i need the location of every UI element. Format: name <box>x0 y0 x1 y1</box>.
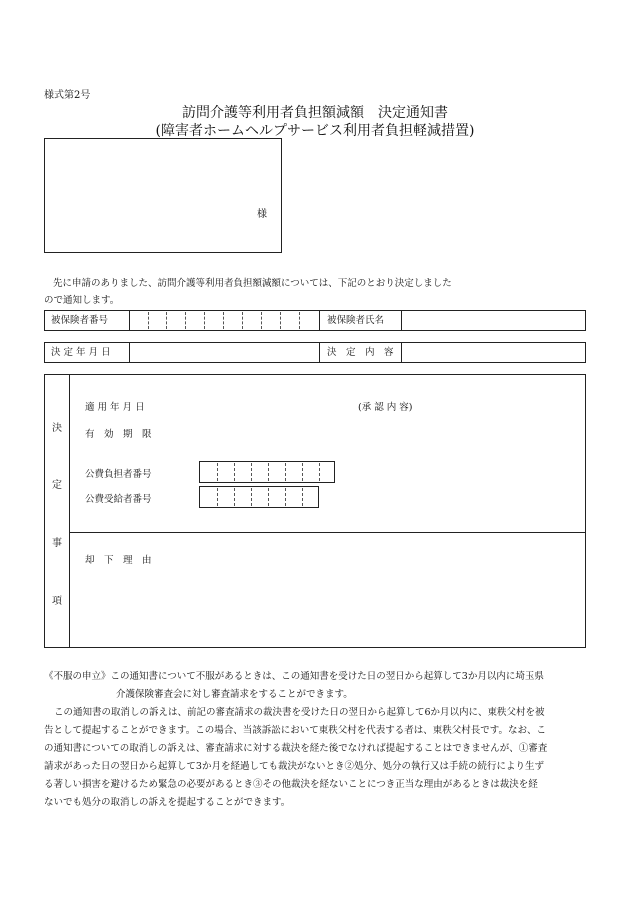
lawsuit-text-line-6: ないでも処分の取消しの訴えを提起することができます。 <box>44 797 291 808</box>
insured-info-row <box>44 310 586 331</box>
insured-number-field[interactable] <box>130 311 303 330</box>
insured-number-label: 被保険者番号 <box>51 315 109 326</box>
lawsuit-text-line-2: 告として提起することができます。この場合、当該訴訟において東秩父村を代表する者は、東秩父村長です。なお、こ <box>44 725 546 736</box>
legal-notes <box>44 668 588 812</box>
lawsuit-text-line-1: この通知書の取消しの訴えは、前記の審査請求の裁決書を受けた日の翌日から起算して6か月以内に、東秩父村を被 <box>54 707 545 718</box>
validity-period-label: 有 効 期 限 <box>85 429 152 440</box>
side-char-1: 決 <box>52 423 62 434</box>
lawsuit-text-line-4: 請求があった日の翌日から起算して3か月を経過しても裁決がないとき②処分、処分の執行又は手続の続行により生ず <box>44 761 544 772</box>
decision-content-label: 決 定 内 容 <box>327 347 394 358</box>
public-recipient-number-label: 公費受給者番号 <box>85 494 152 505</box>
public-payer-number-label: 公費負担者番号 <box>85 469 152 480</box>
approval-content-label: (承 認 内 容) <box>358 402 413 413</box>
apply-date-label: 適 用 年 月 日 <box>85 402 145 413</box>
insured-name-field[interactable] <box>402 311 585 330</box>
side-char-3: 事 <box>52 538 62 549</box>
public-recipient-number-field[interactable] <box>199 486 319 508</box>
public-payer-number-field[interactable] <box>199 461 335 483</box>
decision-date-label: 決 定 年 月 日 <box>51 347 111 358</box>
honorific-label: 様 <box>257 209 267 220</box>
rejection-reason-label: 却 下 理 由 <box>85 555 152 566</box>
side-char-4: 項 <box>52 596 62 607</box>
intro-line-1: 先に申請のありました、訪問介護等利用者負担額減額については、下記のとおり決定しました <box>53 278 452 289</box>
decision-info-row <box>44 342 586 363</box>
lawsuit-text-line-3: の通知書についての取消しの訴えは、審査請求に対する裁決を経た後でなければ提起することはできませんが、①審査 <box>44 743 548 754</box>
objection-text-line-2: 介護保険審査会に対し審査請求をすることができます。 <box>116 689 353 700</box>
intro-line-2: ので通知します。 <box>44 295 120 306</box>
document-subtitle: (障害者ホームヘルプサービス利用者負担軽減措置) <box>155 123 475 139</box>
insured-name-label: 被保険者氏名 <box>327 315 385 326</box>
document-title: 訪問介護等利用者負担額減額 決定通知書 <box>182 105 448 121</box>
recipient-address-box[interactable] <box>44 138 282 253</box>
rejection-reason-field[interactable] <box>70 533 585 647</box>
decision-content-field[interactable] <box>402 343 585 362</box>
objection-text-line-1: 《不服の申立》この通知書について不服があるときは、この通知書を受けた日の翌日から起算して3か月以内に埼玉県 <box>44 671 544 682</box>
decision-matters-box <box>44 374 586 648</box>
decision-date-field[interactable] <box>130 343 319 362</box>
lawsuit-text-line-5: る著しい損害を避けるため緊急の必要があるとき③その他裁決を経ないことにつき正当な理由があるときは裁決を経 <box>44 779 538 790</box>
side-char-2: 定 <box>52 480 62 491</box>
intro-text <box>44 275 504 309</box>
form-number: 様式第2号 <box>44 90 91 101</box>
